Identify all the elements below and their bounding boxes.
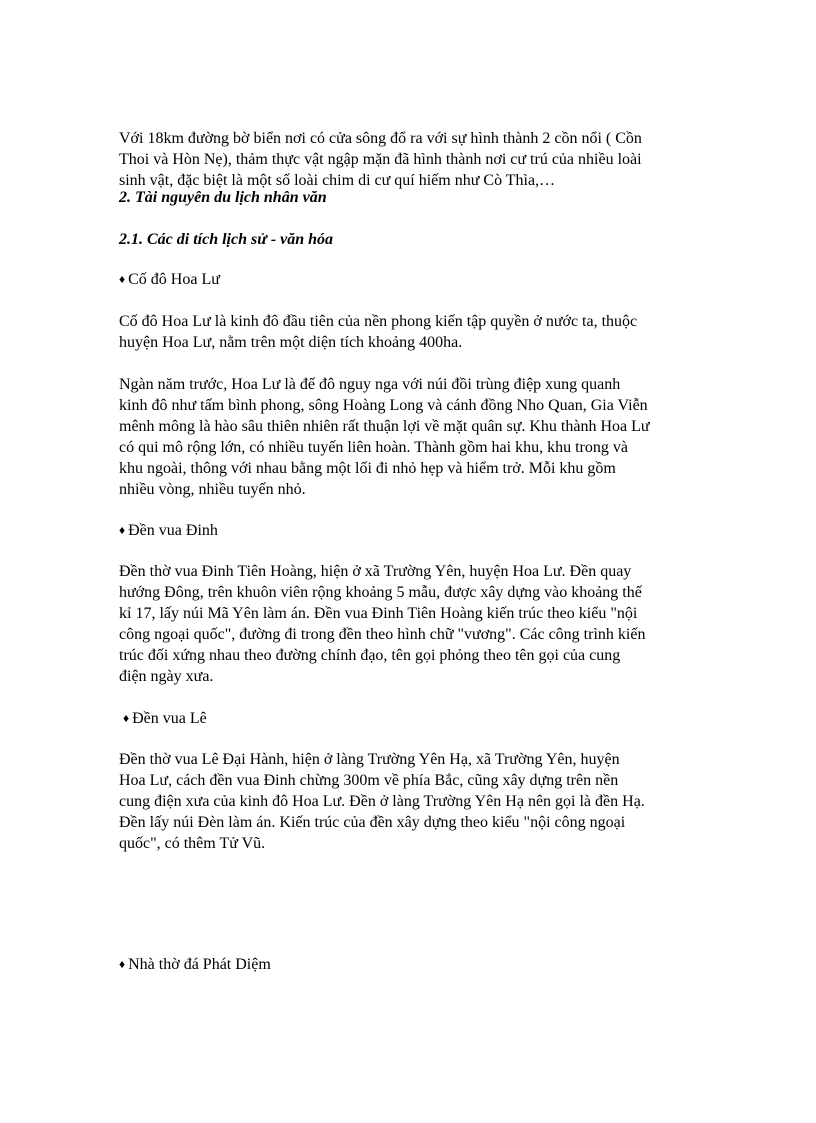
paragraph [119, 374, 701, 500]
heading-text: 2. Tài nguyên du lịch nhân văn [119, 189, 327, 206]
section-title-text: Cố đô Hoa Lư [128, 271, 220, 288]
text-line: Cố đô Hoa Lư là kinh đô đầu tiên của nền phong kiến tập quyền ở nước ta, thuộc [119, 313, 638, 330]
text-line: Đền thờ vua Lê Đại Hành, hiện ở làng Trường Yên Hạ, xã Trường Yên, huyện [119, 751, 620, 768]
text-line: trúc đối xứng nhau theo đường chính đạo, tên gọi phỏng theo tên gọi của cung [119, 647, 621, 664]
text-line: kỉ 17, lấy núi Mã Yên làm án. Đền vua Đinh Tiên Hoàng kiến trúc theo kiểu "nội [119, 605, 638, 622]
text-line: điện ngày xưa. [119, 668, 214, 685]
intro-paragraph [119, 128, 701, 191]
section-title-text: Đền vua Đinh [128, 522, 218, 539]
heading-text: 2.1. Các di tích lịch sử - văn hóa [119, 231, 334, 248]
text-line: cung điện xưa của kinh đô Hoa Lư. Đền ở làng Trường Yên Hạ nên gọi là đền Hạ. [119, 793, 645, 810]
text-line: Đền lấy núi Đèn làm án. Kiến trúc của đền xây dựng theo kiểu "nội công ngoại [119, 814, 626, 831]
text-line: Đền thờ vua Đinh Tiên Hoàng, hiện ở xã Trường Yên, huyện Hoa Lư. Đền quay [119, 563, 632, 580]
section-title-nha-tho-da-phat-diem [119, 954, 701, 976]
paragraph [119, 561, 701, 687]
text-line: huyện Hoa Lư, nằm trên một diện tích khoảng 400ha. [119, 334, 463, 351]
text-line: mênh mông là hào sâu thiên nhiên rất thuận lợi về mặt quân sự. Khu thành Hoa Lư [119, 418, 650, 435]
text-line: quốc", có thêm Tử Vũ. [119, 835, 266, 852]
section-heading [119, 187, 701, 208]
paragraph [119, 749, 701, 854]
section-title-co-do-hoa-lu [119, 269, 701, 291]
section-title-den-vua-dinh [119, 520, 701, 542]
text-line: công ngoại quốc", đường đi trong đền theo hình chữ "vương". Các công trình kiến [119, 626, 646, 643]
section-title-text: Đền vua Lê [132, 710, 207, 727]
section-title-text: Nhà thờ đá Phát Diệm [128, 956, 271, 973]
text-line: Ngàn năm trước, Hoa Lư là đế đô nguy nga với núi đồi trùng điệp xung quanh [119, 376, 621, 393]
diamond-bullet-icon: ♦ [119, 957, 126, 971]
diamond-bullet-icon: ♦ [123, 711, 130, 725]
text-line: hướng Đông, trên khuôn viên rộng khoảng 5 mẫu, được xây dựng vào khoảng thế [119, 584, 642, 601]
text-line: sinh vật, đặc biệt là một số loài chim di cư quí hiếm như Cò Thìa,… [119, 172, 556, 189]
text-line: Hoa Lư, cách đền vua Đinh chừng 300m về phía Bắc, cũng xây dựng trên nền [119, 772, 619, 789]
text-line: nhiều vòng, nhiều tuyến nhỏ. [119, 481, 306, 498]
section-title-den-vua-le [123, 708, 705, 730]
diamond-bullet-icon: ♦ [119, 523, 126, 537]
text-line: kinh đô như tấm bình phong, sông Hoàng Long và cánh đồng Nho Quan, Gia Viễn [119, 397, 648, 414]
subsection-heading [119, 229, 701, 250]
text-line: Thoi và Hòn Nẹ), thảm thực vật ngập mặn đã hình thành nơi cư trú của nhiều loài [119, 151, 642, 168]
text-line: khu ngoài, thông với nhau bằng một lối đi nhỏ hẹp và hiểm trở. Mỗi khu gồm [119, 460, 616, 477]
text-line: Với 18km đường bờ biển nơi có cửa sông đổ ra với sự hình thành 2 cồn nổi ( Cồn [119, 130, 642, 147]
paragraph [119, 311, 701, 353]
text-line: có qui mô rộng lớn, có nhiều tuyến liên hoàn. Thành gồm hai khu, khu trong và [119, 439, 628, 456]
diamond-bullet-icon: ♦ [119, 272, 126, 286]
